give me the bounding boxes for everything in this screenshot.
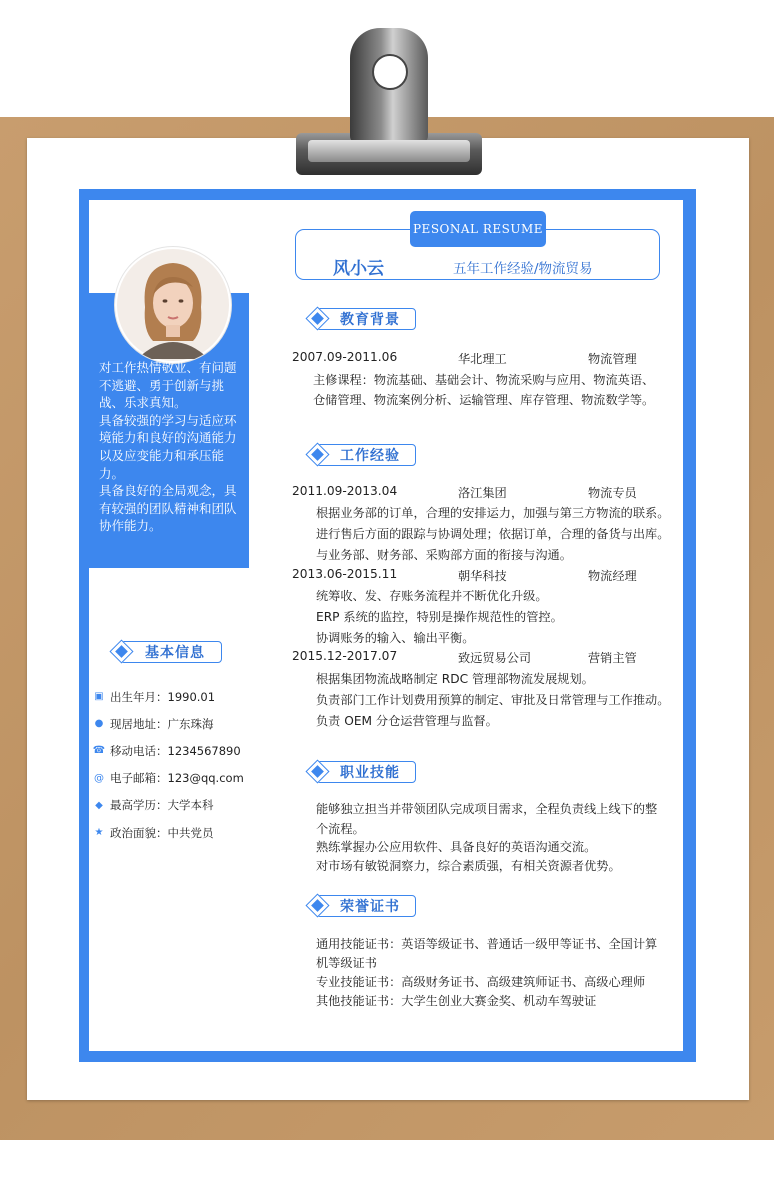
phone-icon: ☎ xyxy=(92,745,106,757)
section-work xyxy=(306,444,418,466)
honor-line: 专业技能证书：高级财务证书、高级建筑师证书、高级心理师 xyxy=(316,975,646,989)
work-position: 营销主管 xyxy=(588,651,637,665)
work-period: 2011.09-2013.04 xyxy=(292,484,398,498)
section-title: 荣誉证书 xyxy=(340,899,400,915)
honor-line: 通用技能证书：英语等级证书、普通话一级甲等证书、全国计算 xyxy=(316,937,658,951)
section-skills xyxy=(306,761,418,783)
honor-line: 机等级证书 xyxy=(316,956,377,970)
avatar xyxy=(114,246,232,364)
section-title: 职业技能 xyxy=(340,765,400,781)
info-item: ▣ 出生年月：1990.01 xyxy=(94,689,216,704)
skill-line: 熟练掌握办公应用软件、具备良好的英语沟通交流。 xyxy=(316,840,597,854)
section-title: 教育背景 xyxy=(340,312,400,328)
work-line: 根据集团物流战略制定 RDC 管理部物流发展规划。 xyxy=(316,672,594,686)
graduation-cap-icon: ◆ xyxy=(95,799,103,811)
email-icon: @ xyxy=(94,772,104,784)
location-icon: ● xyxy=(94,718,104,730)
info-item: @ 电子邮箱：123@qq.com xyxy=(94,771,244,786)
info-item: ◆ 最高学历：大学本科 xyxy=(95,798,214,813)
clip-bar xyxy=(308,140,470,162)
work-company: 洛江集团 xyxy=(458,486,507,500)
section-education xyxy=(306,308,418,330)
work-line: 与业务部、财务部、采购部方面的衔接与沟通。 xyxy=(316,548,572,562)
work-period: 2015.12-2017.07 xyxy=(292,649,398,663)
section-title: 工作经验 xyxy=(340,448,400,464)
work-position: 物流专员 xyxy=(588,486,637,500)
work-line: 负责 OEM 分仓运营管理与监督。 xyxy=(316,714,498,728)
work-line: ERP 系统的监控，特别是操作规范性的管控。 xyxy=(316,610,563,624)
info-item: ● 现居地址：广东珠海 xyxy=(94,716,214,731)
section-basic-info xyxy=(110,641,222,663)
skill-line: 对市场有敏锐洞察力，综合素质强，有相关资源者优势。 xyxy=(316,859,621,873)
star-icon: ★ xyxy=(94,827,104,839)
candidate-name: 风小云 xyxy=(333,259,384,279)
work-period: 2013.06-2015.11 xyxy=(292,567,398,581)
edu-major: 物流管理 xyxy=(588,352,637,366)
clip-hole xyxy=(372,54,408,90)
basic-info-list xyxy=(94,683,244,846)
work-company: 朝华科技 xyxy=(458,569,507,583)
work-company: 致远贸易公司 xyxy=(458,651,532,665)
work-line: 根据业务部的订单，合理的安排运力，加强与第三方物流的联系。 xyxy=(316,506,670,520)
skill-line: 个流程。 xyxy=(316,822,365,836)
work-line: 负责部门工作计划费用预算的制定、审批及日常管理与工作推动。 xyxy=(316,693,670,707)
intro-paragraph: 具备较强的学习与适应环境能力和良好的沟通能力以及应变能力和承压能力。 xyxy=(99,412,237,481)
work-line: 进行售后方面的跟踪与协调处理；依据订单，合理的备货与出库。 xyxy=(316,527,670,541)
edu-school: 华北理工 xyxy=(458,352,507,366)
edu-line: 仓储管理、物流案例分析、运输管理、库存管理、物流数学等。 xyxy=(313,393,655,407)
calendar-icon: ▣ xyxy=(94,691,104,703)
edu-period: 2007.09-2011.06 xyxy=(292,350,398,364)
person-portrait-icon xyxy=(115,247,231,363)
info-item: ☎ 移动电话：1234567890 xyxy=(92,743,241,758)
work-line: 协调账务的输入、输出平衡。 xyxy=(316,631,475,645)
resume-tag: PESONAL RESUME xyxy=(410,211,546,247)
intro-text xyxy=(99,359,241,535)
work-position: 物流经理 xyxy=(588,569,637,583)
edu-line: 主修课程：物流基础、基础会计、物流采购与应用、物流英语、 xyxy=(313,373,655,387)
section-honors xyxy=(306,895,418,917)
intro-paragraph: 对工作热情敬业、有问题不逃避、勇于创新与挑战、乐求真知。 xyxy=(99,360,237,411)
section-title: 基本信息 xyxy=(145,645,205,661)
work-line: 统筹收、发、存账务流程并不断优化升级。 xyxy=(316,589,548,603)
skill-line: 能够独立担当并带领团队完成项目需求，全程负责线上线下的整 xyxy=(316,802,658,816)
candidate-subtitle: 五年工作经验/物流贸易 xyxy=(453,261,593,277)
info-item: ★ 政治面貌：中共党员 xyxy=(94,825,214,840)
honor-line: 其他技能证书：大学生创业大赛金奖、机动车驾驶证 xyxy=(316,994,597,1008)
intro-paragraph: 具备良好的全局观念，具有较强的团队精神和团队协作能力。 xyxy=(99,483,237,534)
